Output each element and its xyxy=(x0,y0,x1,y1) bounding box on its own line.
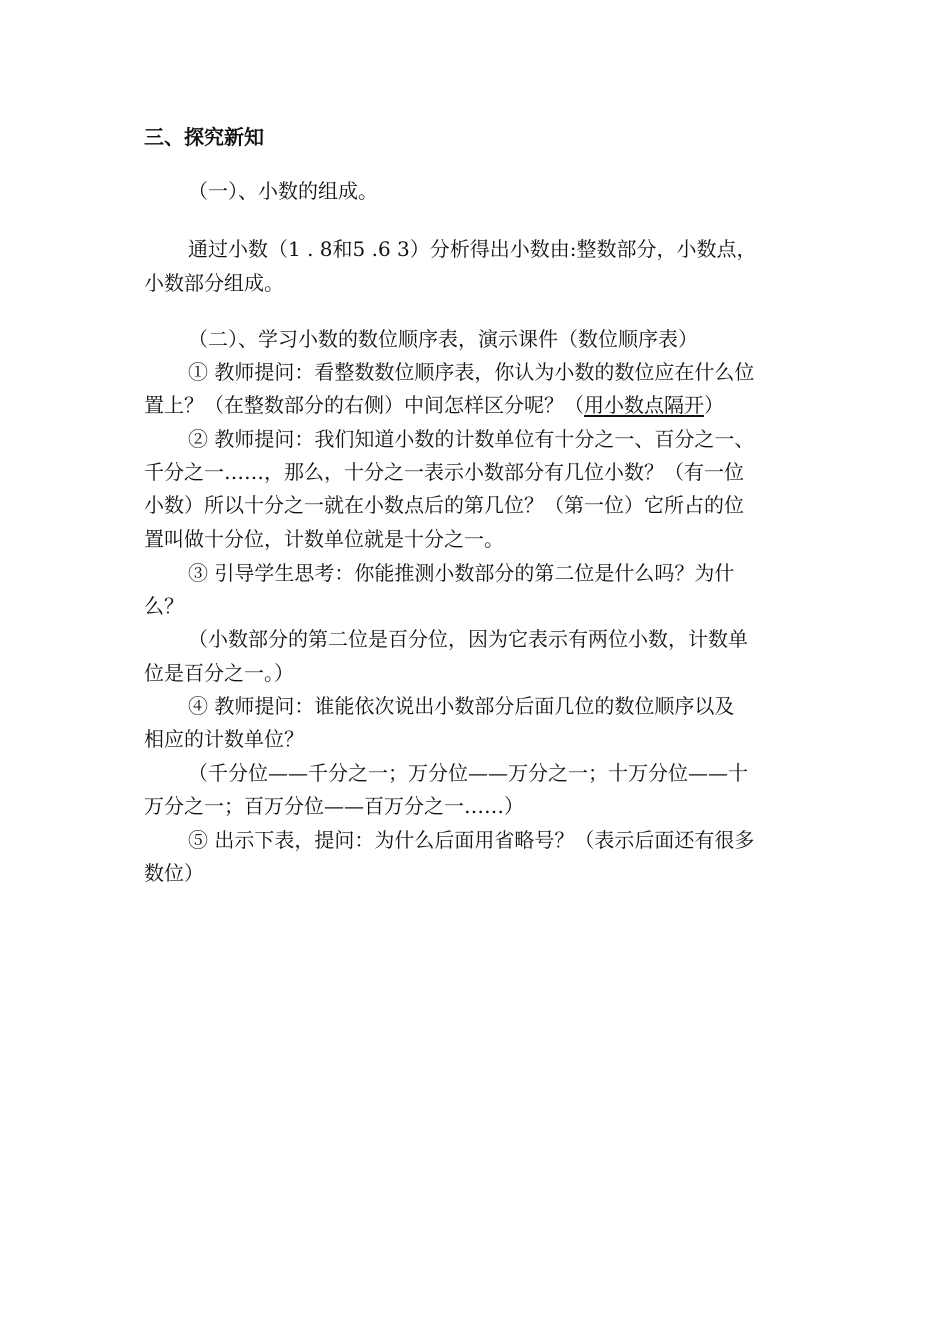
part1-paragraph-line-2: 小数部分组成。 xyxy=(144,271,284,295)
question-4-line-1: ④ 教师提问：谁能依次说出小数部分后面几位的数位顺序以及 xyxy=(188,694,735,718)
question-2-line-4: 置叫做十分位，计数单位就是十分之一。 xyxy=(144,527,504,551)
part1-paragraph-line-1: 通过小数（1 . 8和5 .6 3）分析得出小数由:整数部分，小数点， xyxy=(188,237,757,261)
question-2-line-2: 千分之一……，那么，十分之一表示小数部分有几位小数？（有一位 xyxy=(144,460,744,484)
part1-title: （一）、小数的组成。 xyxy=(188,179,378,203)
question-1-line-2 xyxy=(144,388,724,422)
underlined-answer: 用小数点隔开 xyxy=(584,393,704,417)
closing-paren: ） xyxy=(704,393,724,417)
question-1-text: 置上？（在整数部分的右侧）中间怎样区分呢？（ xyxy=(144,393,584,417)
question-2-line-1: ② 教师提问：我们知道小数的计数单位有十分之一、百分之一、 xyxy=(188,427,755,451)
answer-4-line-1: （千分位——千分之一；万分位——万分之一；十万分位——十 xyxy=(188,761,748,785)
question-5-line-2: 数位） xyxy=(144,861,204,885)
question-1-line-1: ① 教师提问：看整数数位顺序表，你认为小数的数位应在什么位 xyxy=(188,360,755,384)
answer-3-line-1: （小数部分的第二位是百分位，因为它表示有两位小数，计数单 xyxy=(188,627,748,651)
answer-3-line-2: 位是百分之一。） xyxy=(144,661,294,685)
part2-title: （二）、学习小数的数位顺序表，演示课件（数位顺序表） xyxy=(188,327,698,351)
question-5-line-1: ⑤ 出示下表，提问：为什么后面用省略号？（表示后面还有很多 xyxy=(188,828,755,852)
question-3-line-2: 么？ xyxy=(144,594,184,618)
section-heading: 三、探究新知 xyxy=(144,125,264,149)
question-4-line-2: 相应的计数单位？ xyxy=(144,727,304,751)
question-2-line-3: 小数）所以十分之一就在小数点后的第几位？（第一位）它所占的位 xyxy=(144,493,744,517)
question-3-line-1: ③ 引导学生思考：你能推测小数部分的第二位是什么吗？为什 xyxy=(188,561,735,585)
answer-4-line-2: 万分之一；百万分位——百万分之一……） xyxy=(144,794,524,818)
